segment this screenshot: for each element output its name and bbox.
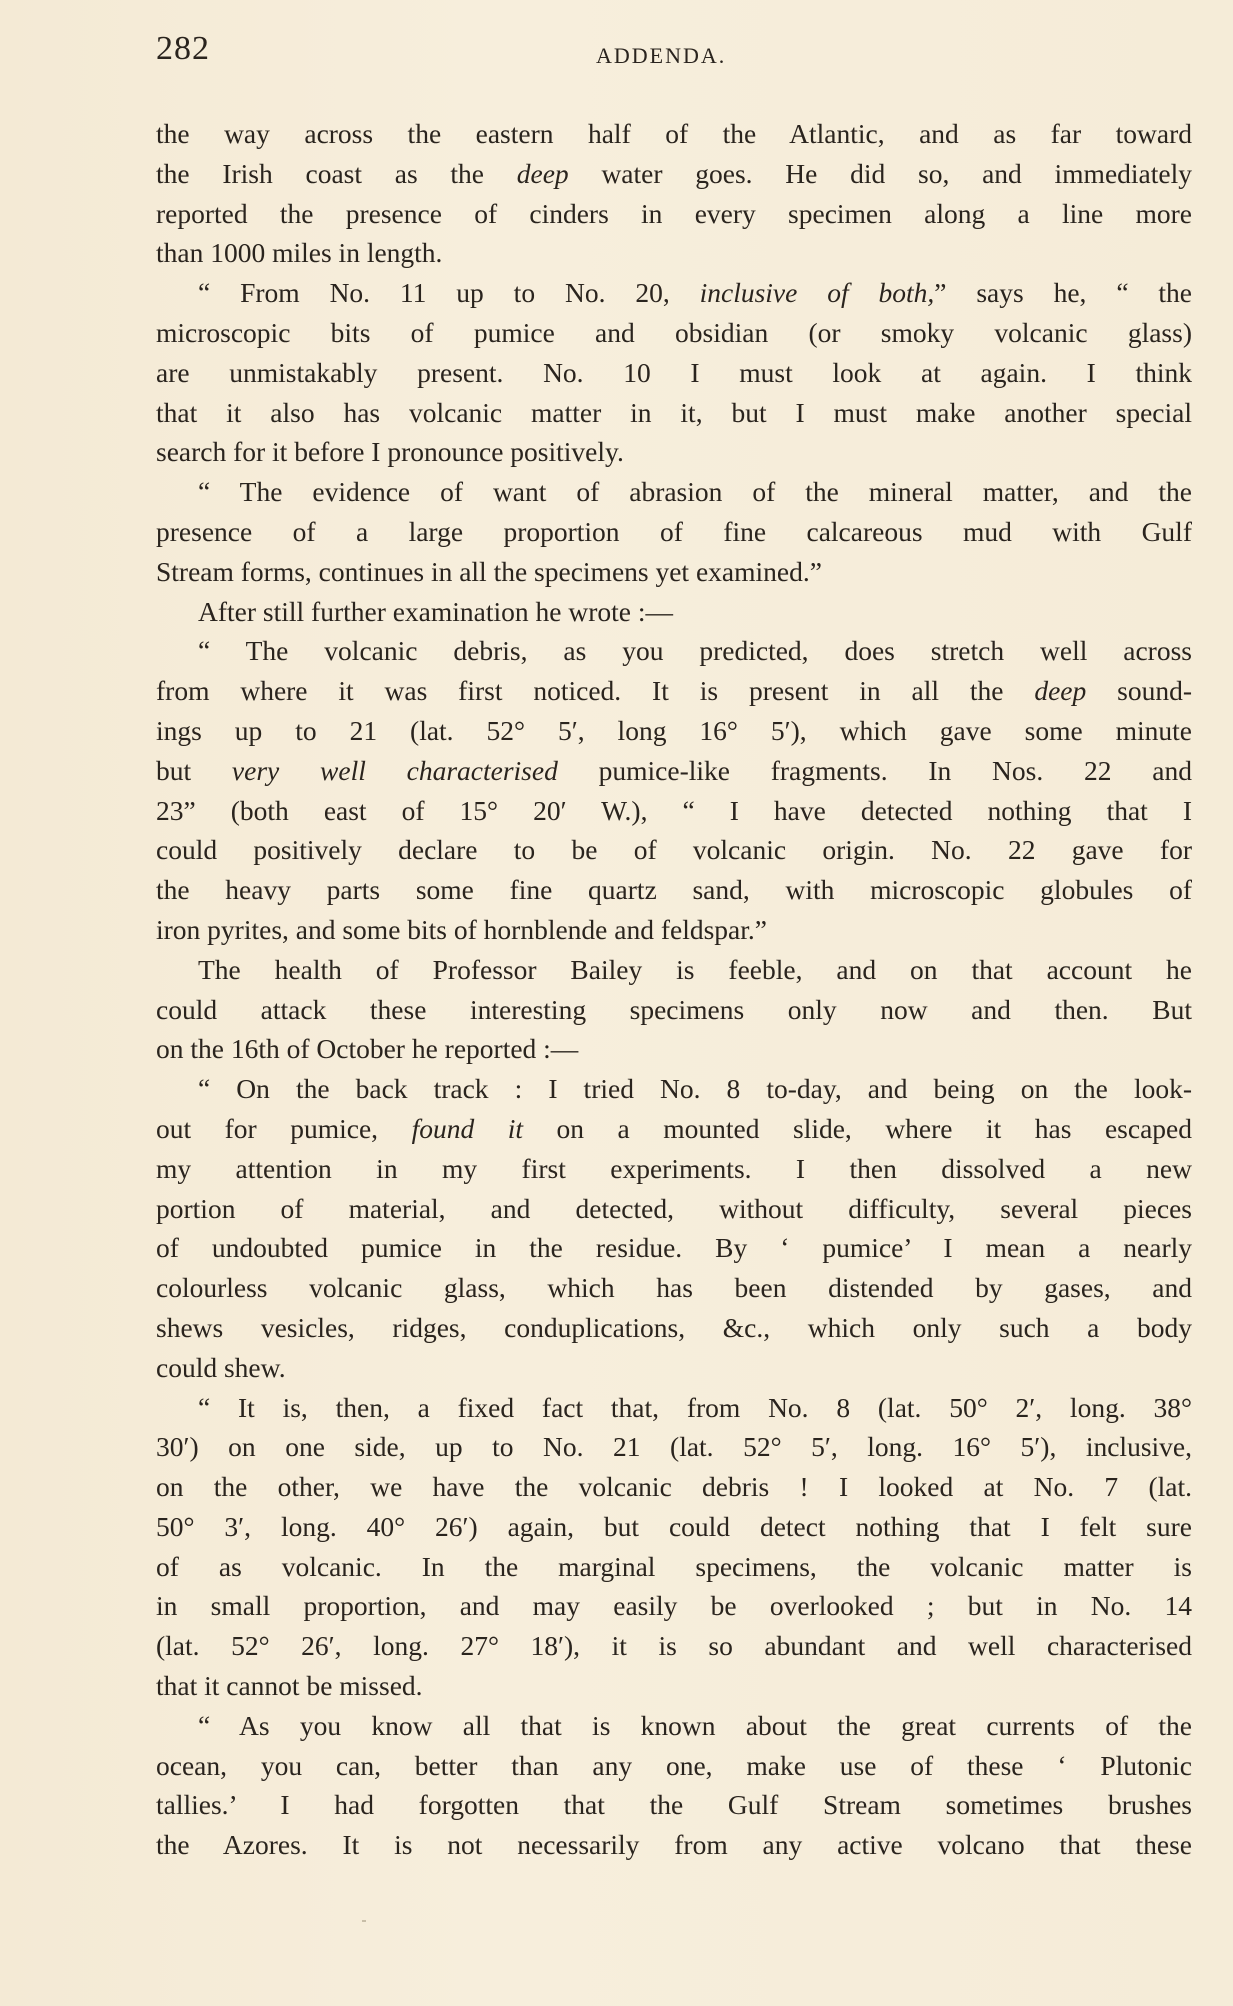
text-line: from where it was first noticed. It is present in all the deep sound- (156, 675, 1192, 707)
text-line: iron pyrites, and some bits of hornblende and feldspar.” (156, 913, 767, 945)
text-line: The health of Professor Bailey is feeble, and on that account he (198, 953, 1192, 985)
text-line: After still further examination he wrote :— (198, 595, 673, 627)
page-header (156, 30, 1192, 80)
text-line: colourless volcanic glass, which has been distended by gases, and (156, 1272, 1192, 1304)
text-line: 23” (both east of 15° 20′ W.), “ I have detected nothing that I (156, 794, 1192, 826)
text-line: “ The volcanic debris, as you predicted, does stretch well across (198, 635, 1192, 667)
text-line: that it also has volcanic matter in it, but I must make another special (156, 396, 1192, 428)
text-line: the Azores. It is not necessarily from any active volcano that these (156, 1829, 1192, 1861)
text-line: “ From No. 11 up to No. 20, inclusive of both,” says he, “ the (198, 277, 1192, 309)
text-line: could positively declare to be of volcanic origin. No. 22 gave for (156, 834, 1192, 866)
text-line: could shew. (156, 1351, 286, 1383)
text-line: “ As you know all that is known about the great currents of the (198, 1709, 1192, 1741)
text-line: on the other, we have the volcanic debris ! I looked at No. 7 (lat. (156, 1471, 1192, 1503)
text-line: the Irish coast as the deep water goes. He did so, and immediately (156, 157, 1192, 189)
text-line: but very well characterised pumice-like fragments. In Nos. 22 and (156, 754, 1192, 786)
text-line: (lat. 52° 26′, long. 27° 18′), it is so abundant and well characterised (156, 1630, 1192, 1662)
text-line: 30′) on one side, up to No. 21 (lat. 52° 5′, long. 16° 5′), inclusive, (156, 1431, 1192, 1463)
running-head: ADDENDA. (596, 43, 727, 68)
page-number: 282 (156, 30, 210, 67)
text-line: presence of a large proportion of fine calcareous mud with Gulf (156, 515, 1192, 547)
text-line: “ The evidence of want of abrasion of the mineral matter, and the (198, 476, 1192, 508)
text-line: in small proportion, and may easily be overlooked ; but in No. 14 (156, 1590, 1192, 1622)
text-line: of as volcanic. In the marginal specimens, the volcanic matter is (156, 1550, 1192, 1582)
text-line: 50° 3′, long. 40° 26′) again, but could detect nothing that I felt sure (156, 1510, 1192, 1542)
text-line: microscopic bits of pumice and obsidian (or smoky volcanic glass) (156, 316, 1192, 348)
text-line: Stream forms, continues in all the specimens yet examined.” (156, 555, 822, 587)
text-line: out for pumice, found it on a mounted slide, where it has escaped (156, 1112, 1192, 1144)
text-line: than 1000 miles in length. (156, 237, 443, 269)
text-line: portion of material, and detected, without difficulty, several pieces (156, 1192, 1192, 1224)
text-line: shews vesicles, ridges, conduplications, &c., which only such a body (156, 1311, 1192, 1343)
text-line: of undoubted pumice in the residue. By ‘ pumice’ I mean a nearly (156, 1232, 1192, 1264)
text-line: that it cannot be missed. (156, 1670, 423, 1702)
text-line: are unmistakably present. No. 10 I must look at again. I think (156, 356, 1192, 388)
paper-speck (362, 1920, 366, 1922)
text-line: “ On the back track : I tried No. 8 to-day, and being on the look- (198, 1073, 1192, 1105)
text-line: on the 16th of October he reported :— (156, 1033, 579, 1065)
text-line: the way across the eastern half of the Atlantic, and as far toward (156, 118, 1192, 149)
text-line: “ It is, then, a fixed fact that, from No. 8 (lat. 50° 2′, long. 38° (198, 1391, 1192, 1423)
text-line: my attention in my first experiments. I then dissolved a new (156, 1152, 1192, 1184)
text-line: reported the presence of cinders in every specimen along a line more (156, 197, 1192, 229)
text-line: could attack these interesting specimens only now and then. But (156, 993, 1192, 1025)
text-line: the heavy parts some fine quartz sand, with microscopic globules of (156, 874, 1192, 906)
text-line: tallies.’ I had forgotten that the Gulf Stream sometimes brushes (156, 1789, 1192, 1821)
text-line: search for it before I pronounce positively. (156, 436, 624, 468)
body-text (156, 114, 1192, 1865)
text-line: ocean, you can, better than any one, make use of these ‘ Plutonic (156, 1749, 1192, 1781)
text-line: ings up to 21 (lat. 52° 5′, long 16° 5′), which gave some minute (156, 714, 1192, 746)
